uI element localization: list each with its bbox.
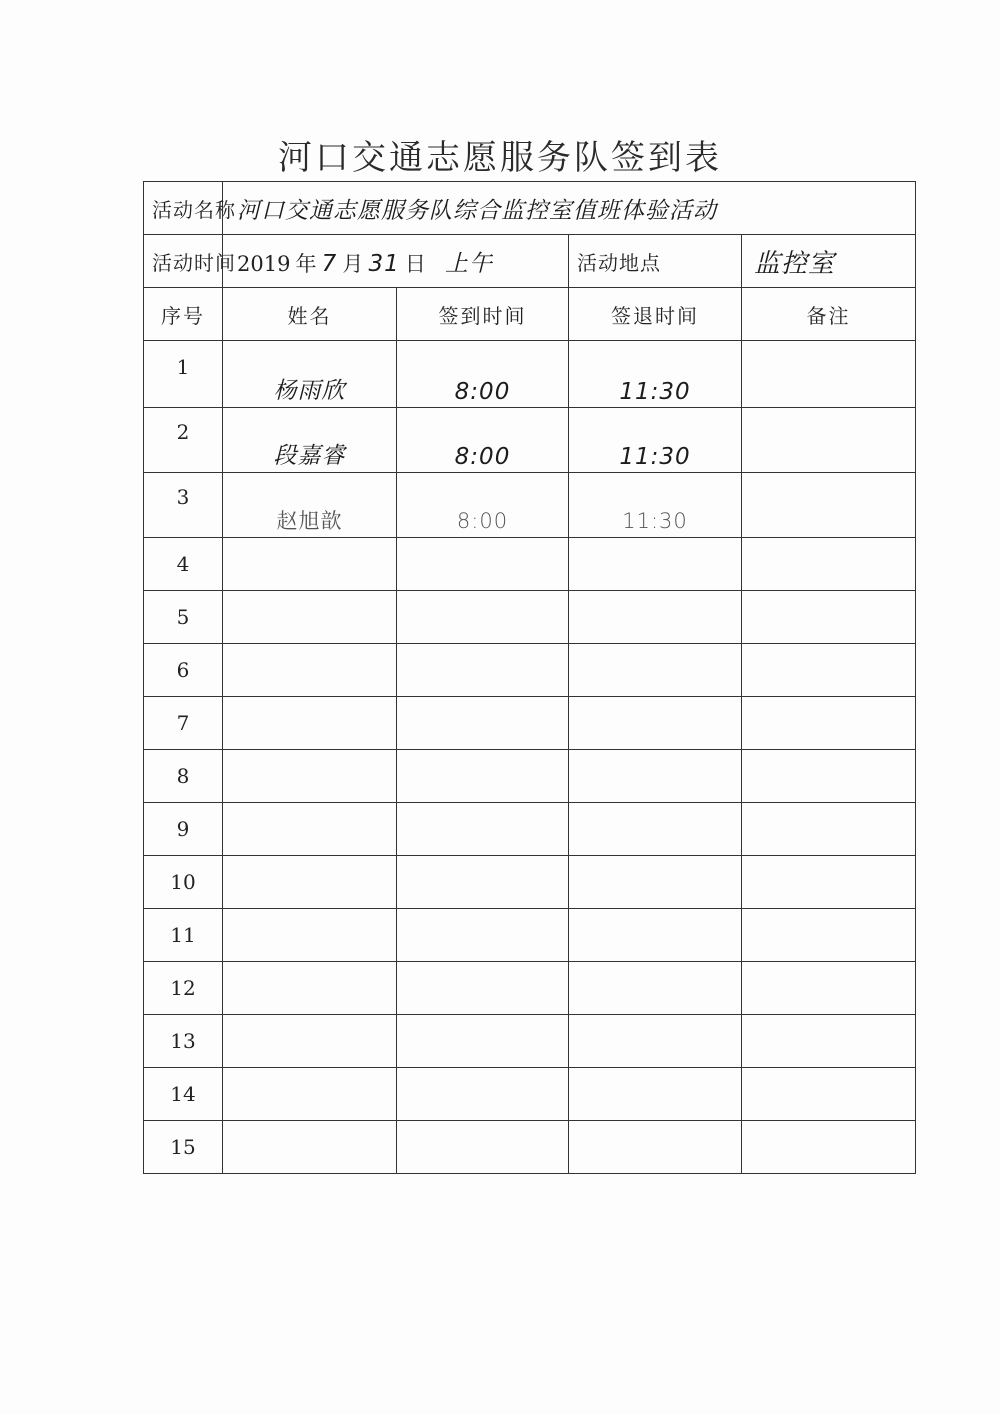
table-row [144, 473, 916, 538]
row-number: 4 [144, 538, 223, 591]
row-name [223, 591, 397, 644]
row-sign-out [569, 750, 742, 803]
row-sign-in [397, 909, 569, 962]
row-note [742, 473, 916, 538]
row-note [742, 1015, 916, 1068]
row-name [223, 909, 397, 962]
row-sign-in [397, 856, 569, 909]
time-day-char: 日 [404, 251, 426, 276]
row-note [742, 909, 916, 962]
row-name: 杨雨欣 [223, 341, 397, 408]
header-note: 备注 [742, 288, 916, 341]
time-period: 上午 [444, 250, 493, 277]
row-sign-out [569, 697, 742, 750]
activity-time-value [223, 235, 569, 288]
row-sign-in [397, 591, 569, 644]
row-number: 7 [144, 697, 223, 750]
row-number: 6 [144, 644, 223, 697]
row-sign-out [569, 591, 742, 644]
table-row [144, 750, 916, 803]
row-sign-out: 11:30 [569, 473, 742, 538]
table-header-row [144, 288, 916, 341]
table-row [144, 1068, 916, 1121]
activity-time-label: 活动时间 [144, 235, 223, 288]
row-note [742, 408, 916, 473]
table-row [144, 644, 916, 697]
row-sign-in: 8:00 [397, 341, 569, 408]
row-sign-in [397, 1121, 569, 1174]
row-note [742, 750, 916, 803]
row-sign-in [397, 750, 569, 803]
time-day: 31 [368, 250, 400, 277]
row-number: 1 [144, 341, 223, 408]
row-note [742, 591, 916, 644]
header-name: 姓名 [223, 288, 397, 341]
header-sign-out: 签退时间 [569, 288, 742, 341]
row-note [742, 962, 916, 1015]
row-sign-out [569, 856, 742, 909]
table-row [144, 408, 916, 473]
row-sign-out [569, 909, 742, 962]
table-row [144, 697, 916, 750]
time-month-char: 月 [342, 251, 364, 276]
row-number: 15 [144, 1121, 223, 1174]
row-number: 14 [144, 1068, 223, 1121]
activity-name-row [144, 182, 916, 235]
row-sign-out [569, 1068, 742, 1121]
row-sign-out: 11:30 [569, 408, 742, 473]
row-sign-in [397, 644, 569, 697]
row-name [223, 644, 397, 697]
row-number: 3 [144, 473, 223, 538]
row-name [223, 697, 397, 750]
row-name: 段嘉睿 [223, 408, 397, 473]
table-row [144, 1121, 916, 1174]
time-year: 2019 [237, 251, 291, 276]
row-sign-in [397, 1068, 569, 1121]
row-number: 10 [144, 856, 223, 909]
table-row [144, 341, 916, 408]
row-number: 11 [144, 909, 223, 962]
table-row [144, 856, 916, 909]
table-row [144, 909, 916, 962]
row-name [223, 962, 397, 1015]
row-number: 5 [144, 591, 223, 644]
row-note [742, 1068, 916, 1121]
table-row [144, 803, 916, 856]
row-sign-out [569, 1121, 742, 1174]
row-number: 2 [144, 408, 223, 473]
time-year-char: 年 [295, 251, 317, 276]
row-sign-in [397, 803, 569, 856]
row-name [223, 803, 397, 856]
row-sign-out [569, 962, 742, 1015]
row-sign-in [397, 538, 569, 591]
row-sign-out [569, 644, 742, 697]
row-name [223, 1068, 397, 1121]
header-sign-in: 签到时间 [397, 288, 569, 341]
row-name [223, 856, 397, 909]
activity-name-label: 活动名称 [144, 182, 223, 235]
activity-time-row [144, 235, 916, 288]
row-note [742, 1121, 916, 1174]
row-sign-in [397, 1015, 569, 1068]
table-row [144, 591, 916, 644]
activity-name-value: 河口交通志愿服务队综合监控室值班体验活动 [223, 182, 916, 235]
row-note [742, 341, 916, 408]
row-name [223, 1121, 397, 1174]
table-row [144, 1015, 916, 1068]
row-note [742, 856, 916, 909]
row-note [742, 697, 916, 750]
sign-in-table [143, 181, 916, 1174]
page-title: 河口交通志愿服务队签到表 [278, 138, 722, 178]
row-name [223, 750, 397, 803]
activity-place-value: 监控室 [742, 235, 916, 288]
row-sign-out [569, 1015, 742, 1068]
table-row [144, 538, 916, 591]
table-row [144, 962, 916, 1015]
row-number: 13 [144, 1015, 223, 1068]
row-name [223, 538, 397, 591]
row-note [742, 644, 916, 697]
row-sign-out [569, 803, 742, 856]
row-sign-in: 8:00 [397, 408, 569, 473]
header-no: 序号 [144, 288, 223, 341]
activity-place-label: 活动地点 [569, 235, 742, 288]
row-note [742, 803, 916, 856]
row-sign-in [397, 962, 569, 1015]
row-name [223, 1015, 397, 1068]
row-sign-in [397, 697, 569, 750]
row-sign-out [569, 538, 742, 591]
row-number: 8 [144, 750, 223, 803]
row-number: 12 [144, 962, 223, 1015]
time-month: 7 [321, 250, 338, 277]
row-sign-in: 8:00 [397, 473, 569, 538]
row-sign-out: 11:30 [569, 341, 742, 408]
row-number: 9 [144, 803, 223, 856]
row-note [742, 538, 916, 591]
row-name: 赵旭歆 [223, 473, 397, 538]
